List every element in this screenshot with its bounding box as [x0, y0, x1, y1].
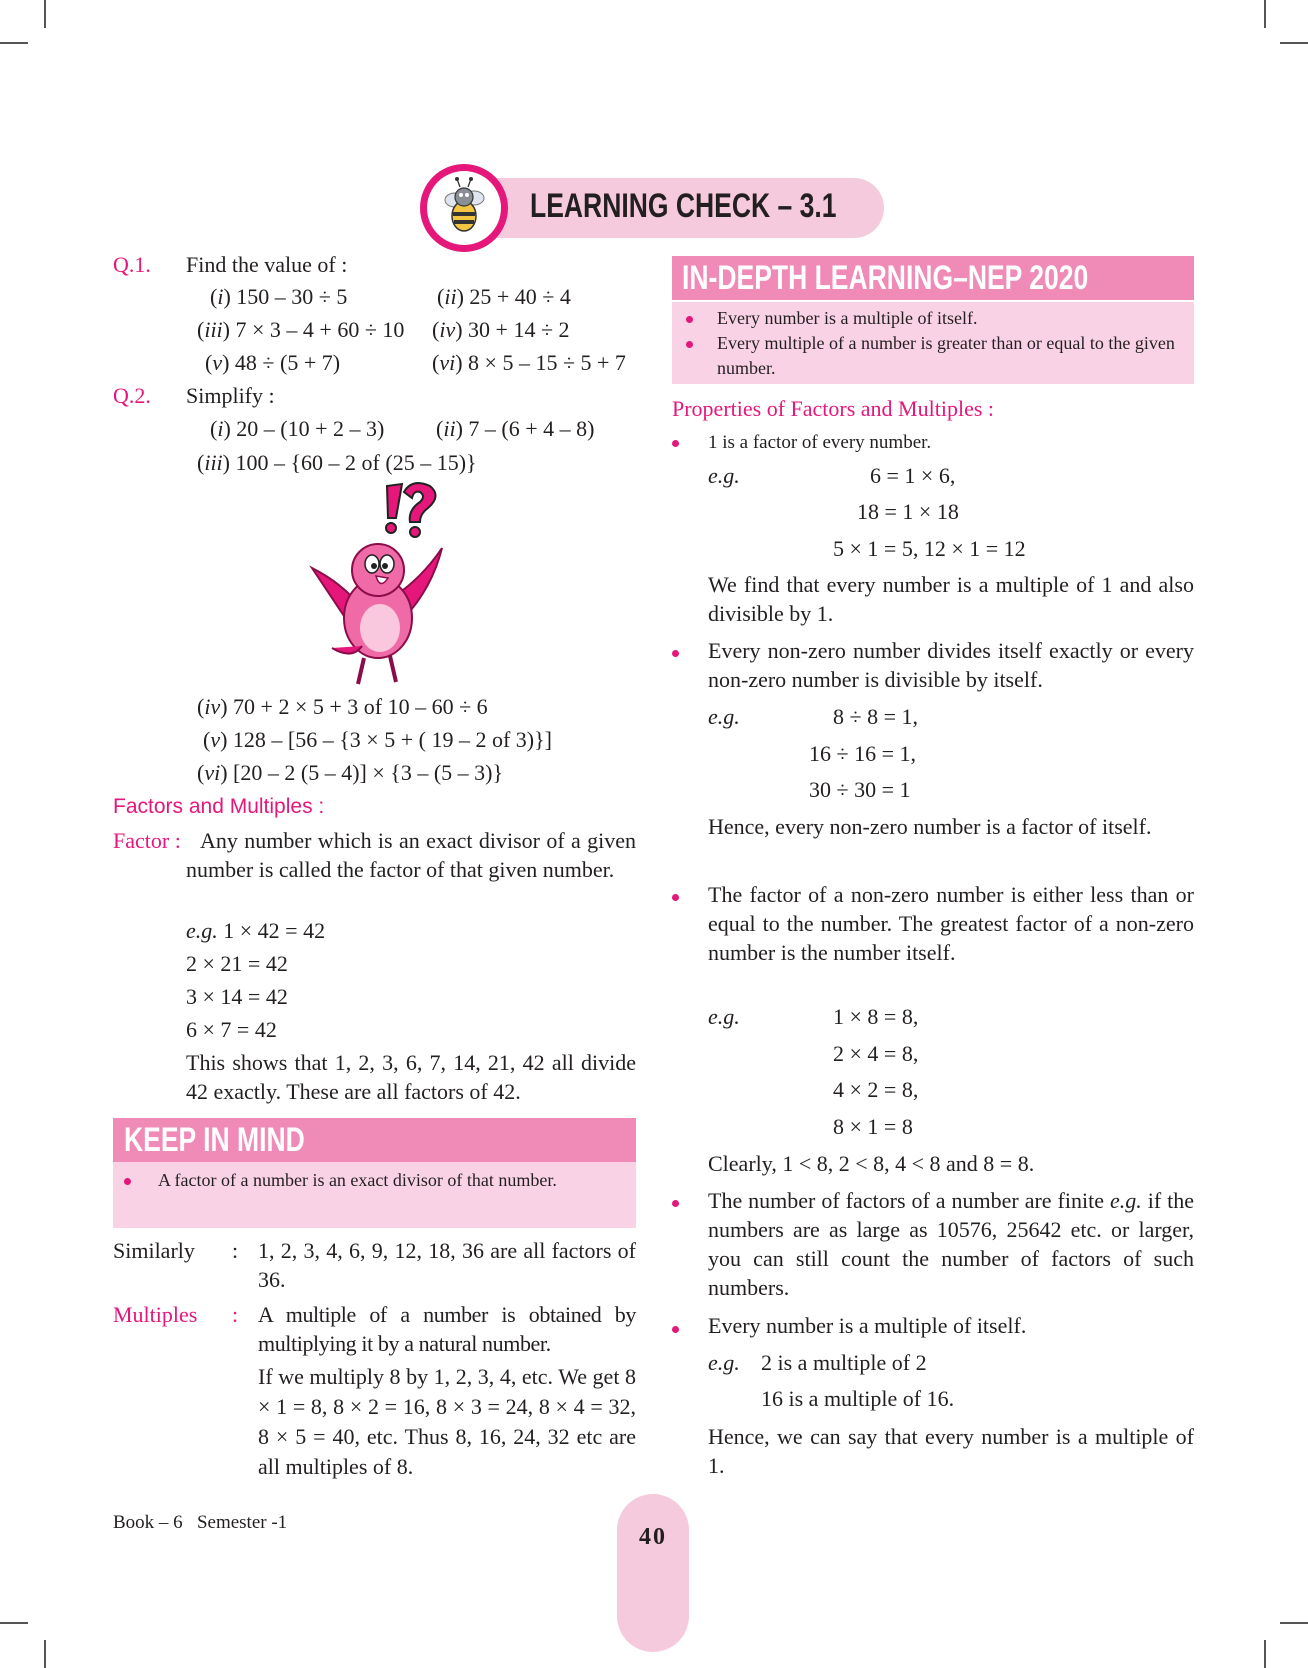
q2-item-iii: (iii) 100 – {60 – 2 of (25 – 15)}: [197, 450, 477, 475]
crop-mark: [0, 42, 28, 44]
p5-example-1: 2 is a multiple of 2: [761, 1350, 927, 1375]
header-badge: [420, 164, 508, 252]
q1-item-ii: (ii) 25 + 40 ÷ 4: [437, 284, 571, 309]
q2-item-iv: (iv) 70 + 2 × 5 + 3 of 10 – 60 ÷ 6: [197, 694, 488, 719]
multiples-label: Multiples: [113, 1302, 198, 1327]
q1-item-iv: (iv) 30 + 14 ÷ 2: [432, 317, 570, 342]
nep-bullet-1: Every number is a multiple of itself.: [717, 308, 978, 328]
q1-item-vi: (vi) 8 × 5 – 15 ÷ 5 + 7: [432, 350, 626, 375]
p5-example-2: 16 is a multiple of 16.: [761, 1386, 955, 1411]
property-3: The factor of a non-zero number is either less than or equal to the number. The greatest factor of a non-zero number is the number itself.: [708, 882, 1194, 965]
multiples-colon: :: [232, 1302, 239, 1327]
multiples-definition: A multiple of a number is obtained by multiplying it by a natural number.: [258, 1302, 636, 1356]
p1-eg-label: e.g.: [708, 463, 740, 488]
question-exclamation-icon: [386, 483, 436, 537]
q2-item-ii: (ii) 7 – (6 + 4 – 8): [436, 416, 595, 441]
factor-conclusion: This shows that 1, 2, 3, 6, 7, 14, 21, 42 all divide 42 exactly. These are all factors of 42.: [186, 1050, 636, 1104]
p3-eg-label: e.g.: [708, 1004, 740, 1029]
p5-eg-label: e.g.: [708, 1350, 740, 1375]
crop-mark: [1280, 1622, 1308, 1624]
q2-item-v: (v) 128 – [56 – {3 × 5 + ( 19 – 2 of 3)}]: [203, 727, 552, 752]
property-4: The number of factors of a number are finite e.g. if the numbers are as large as 10576, 25642 etc. or larger, you can still count the number of factors of such numbers.: [708, 1188, 1195, 1300]
property-3-note: Clearly, 1 < 8, 2 < 8, 4 < 8 and 8 = 8.: [708, 1151, 1035, 1176]
p2-example-3: 30 ÷ 30 = 1: [809, 777, 911, 802]
factor-example-4: 6 × 7 = 42: [186, 1017, 277, 1042]
bullet: [672, 440, 679, 447]
similarly-text: 1, 2, 3, 4, 6, 9, 12, 18, 36 are all factors of 36.: [258, 1238, 636, 1292]
bullet: [672, 650, 679, 657]
bee-icon: [420, 164, 508, 252]
property-1-note: We find that every number is a multiple of 1 and also divisible by 1.: [708, 572, 1194, 626]
property-2: Every non-zero number divides itself exactly or every non-zero number is divisible by itself.: [708, 638, 1194, 692]
bullet: [686, 341, 693, 348]
page-number-tab: [617, 1494, 689, 1652]
page-title: LEARNING CHECK – 3.1: [530, 187, 837, 225]
p3-example-1: 1 × 8 = 8,: [833, 1004, 919, 1029]
crop-mark: [44, 0, 46, 28]
q1-label: Q.1.: [113, 252, 151, 277]
q1-prompt: Find the value of :: [186, 252, 348, 277]
similarly-colon: :: [232, 1238, 239, 1263]
q2-label: Q.2.: [113, 383, 151, 408]
p2-example-2: 16 ÷ 16 = 1,: [809, 741, 916, 766]
crop-mark: [1280, 42, 1308, 44]
keep-in-mind-title: KEEP IN MIND: [124, 1121, 305, 1159]
q2-prompt: Simplify :: [186, 383, 275, 408]
crop-mark: [1264, 0, 1266, 28]
q1-item-v: (v) 48 ÷ (5 + 7): [205, 350, 341, 375]
p1-example-1: 6 = 1 × 6,: [870, 463, 956, 488]
factor-example-3: 3 × 14 = 42: [186, 984, 288, 1009]
factor-example-2: 2 × 21 = 42: [186, 951, 288, 976]
similarly-label: Similarly: [113, 1238, 195, 1263]
q2-item-vi: (vi) [20 – 2 (5 – 4)] × {3 – (5 – 3)}: [197, 760, 504, 785]
bullet: [124, 1178, 131, 1185]
keep-in-mind-text: A factor of a number is an exact divisor of that number.: [158, 1170, 557, 1190]
p2-eg-label: e.g.: [708, 704, 740, 729]
multiples-example: If we multiply 8 by 1, 2, 3, 4, etc. We get 8 × 1 = 8, 8 × 2 = 16, 8 × 3 = 24, 8 × 4 = 32, 8 × 5 = 40, etc. Thus 8, 16, 24, 32 etc are all multiples of 8.: [258, 1364, 636, 1479]
bird-illustration: [292, 478, 462, 690]
bullet: [672, 1326, 679, 1333]
nep-title: IN-DEPTH LEARNING–NEP 2020: [682, 259, 1089, 297]
property-2-note: Hence, every non-zero number is a factor of itself.: [708, 814, 1152, 839]
crop-mark: [1264, 1640, 1266, 1668]
properties-heading: Properties of Factors and Multiples :: [672, 396, 995, 421]
q1-item-i: (i) 150 – 30 ÷ 5: [210, 284, 348, 309]
p1-example-3: 5 × 1 = 5, 12 × 1 = 12: [833, 536, 1026, 561]
p3-example-3: 4 × 2 = 8,: [833, 1077, 919, 1102]
factors-heading: Factors and Multiples :: [113, 795, 325, 818]
q2-item-i: (i) 20 – (10 + 2 – 3): [210, 416, 385, 441]
property-1: 1 is a factor of every number.: [708, 432, 932, 453]
bullet: [686, 316, 693, 323]
q1-item-iii: (iii) 7 × 3 – 4 + 60 ÷ 10: [197, 317, 405, 342]
p3-example-2: 2 × 4 = 8,: [833, 1041, 919, 1066]
footer-book: Book – 6 Semester -1: [113, 1512, 288, 1533]
nep-bullet-2: Every multiple of a number is greater than or equal to the given number.: [717, 333, 1175, 378]
p3-example-4: 8 × 1 = 8: [833, 1114, 913, 1139]
property-5: Every number is a multiple of itself.: [708, 1313, 1027, 1338]
p1-example-2: 18 = 1 × 18: [857, 499, 959, 524]
property-5-note: Hence, we can say that every number is a multiple of 1.: [708, 1424, 1194, 1478]
page-number: 40: [639, 1524, 667, 1550]
crop-mark: [0, 1622, 28, 1624]
factor-label: Factor :: [113, 828, 181, 853]
factor-example-1: e.g. 1 × 42 = 42: [186, 918, 326, 943]
p2-example-1: 8 ÷ 8 = 1,: [833, 704, 918, 729]
factor-definition: Any number which is an exact divisor of a given number is called the factor of that given number.: [186, 828, 636, 882]
crop-mark: [44, 1640, 46, 1668]
bullet: [672, 1200, 679, 1207]
bullet: [672, 894, 679, 901]
